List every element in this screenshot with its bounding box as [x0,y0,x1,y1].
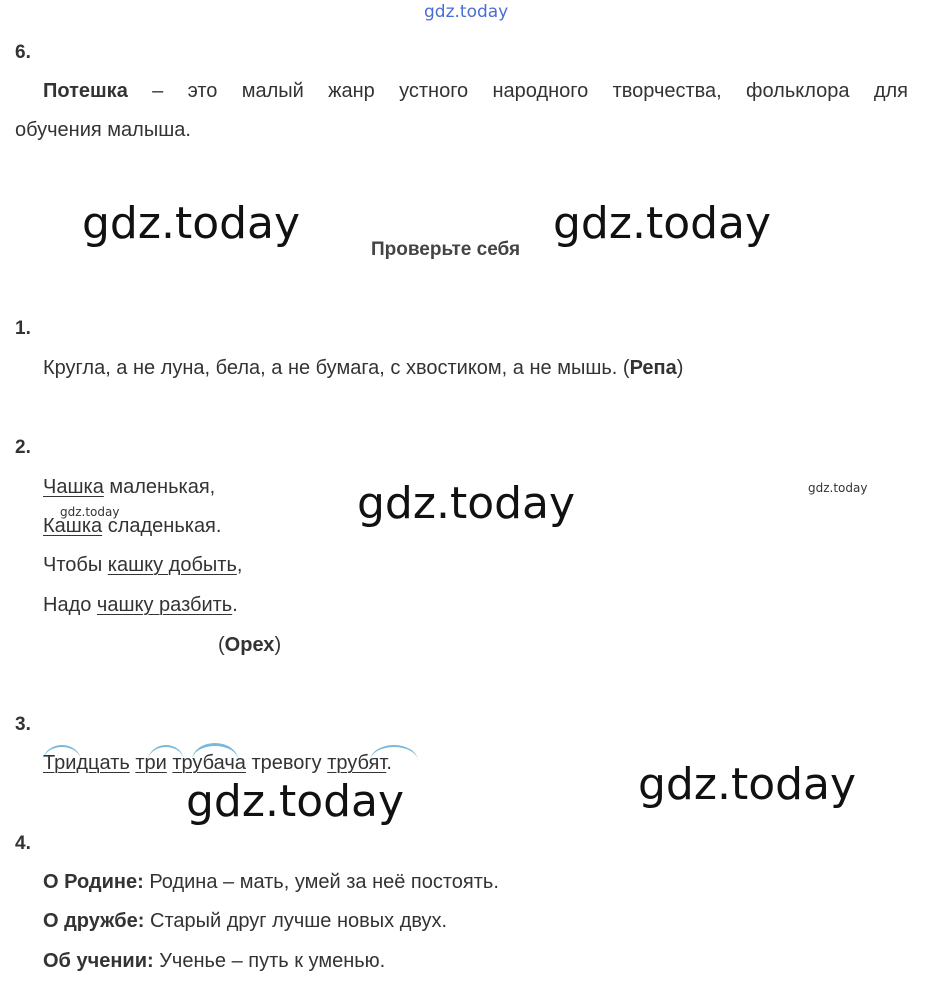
proverb-label: О Родине: [43,871,144,893]
poem-text: Чтобы [43,554,108,576]
watermark-big: gdz.today [553,198,772,249]
definition-text: – это малый жанр устного народного творчества, фольклора для [127,80,908,102]
poem-line-4 [43,594,238,617]
watermark-small: gdz.today [808,481,868,495]
proverb-item [43,950,385,973]
underlined-word: три [135,752,167,774]
task-6-number: 6. [15,42,31,63]
task-1-riddle [43,357,683,380]
sentence-punct: . [386,752,392,774]
task-1-number: 1. [15,318,31,339]
task-2-number: 2. [15,437,31,458]
proverb-item [43,910,447,933]
paren-open: ( [218,634,225,656]
proverb-label: О дружбе: [43,910,145,932]
riddle-close: ) [676,357,684,379]
underlined-word: Тридцать [43,752,130,774]
underlined-word: Чашка [43,476,104,498]
answer-word: Орех [224,634,275,656]
underlined-word: Кашка [43,515,103,537]
watermark-big: gdz.today [186,776,405,827]
task-3-number: 3. [15,714,31,735]
sentence-text: тревогу [245,752,328,774]
underlined-phrase: чашку разбить [96,594,233,616]
underlined-phrase: кашку добыть [107,554,237,576]
proverb-item [43,871,499,894]
underlined-word: трубят [327,752,387,774]
watermark-big: gdz.today [357,478,576,529]
proverb-label: Об учении: [43,950,154,972]
watermark-big: gdz.today [82,198,301,249]
watermark-top: gdz.today [424,2,509,22]
watermark-big: gdz.today [638,759,857,810]
poem-punct: . [232,594,238,616]
poem-answer [218,634,281,657]
task-6-definition-line2: обучения малыша. [15,119,191,141]
proverb-text: Родина – мать, умей за неё постоять. [143,871,499,893]
poem-text: маленькая, [103,476,216,498]
poem-text: сладенькая. [102,515,222,537]
poem-text: Надо [43,594,97,616]
poem-line-3 [43,554,242,577]
task-3-sentence [43,752,392,775]
paren-close: ) [274,634,282,656]
task-4-number: 4. [15,833,31,854]
poem-line-2 [43,515,221,538]
riddle-text: Кругла, а не луна, бела, а не бумага, с хвостиком, а не мышь. ( [43,357,630,379]
term-poteshka: Потешка [43,80,128,102]
underlined-word: трубача [172,752,246,774]
riddle-answer: Репа [629,357,677,379]
proverb-text: Старый друг лучше новых двух. [144,910,448,932]
poem-line-1 [43,476,215,499]
poem-punct: , [236,554,243,576]
task-6-definition-line1 [43,80,908,103]
section-title: Проверьте себя [371,239,521,260]
proverb-text: Ученье – путь к уменью. [153,950,386,972]
watermark-small: gdz.today [60,505,120,519]
